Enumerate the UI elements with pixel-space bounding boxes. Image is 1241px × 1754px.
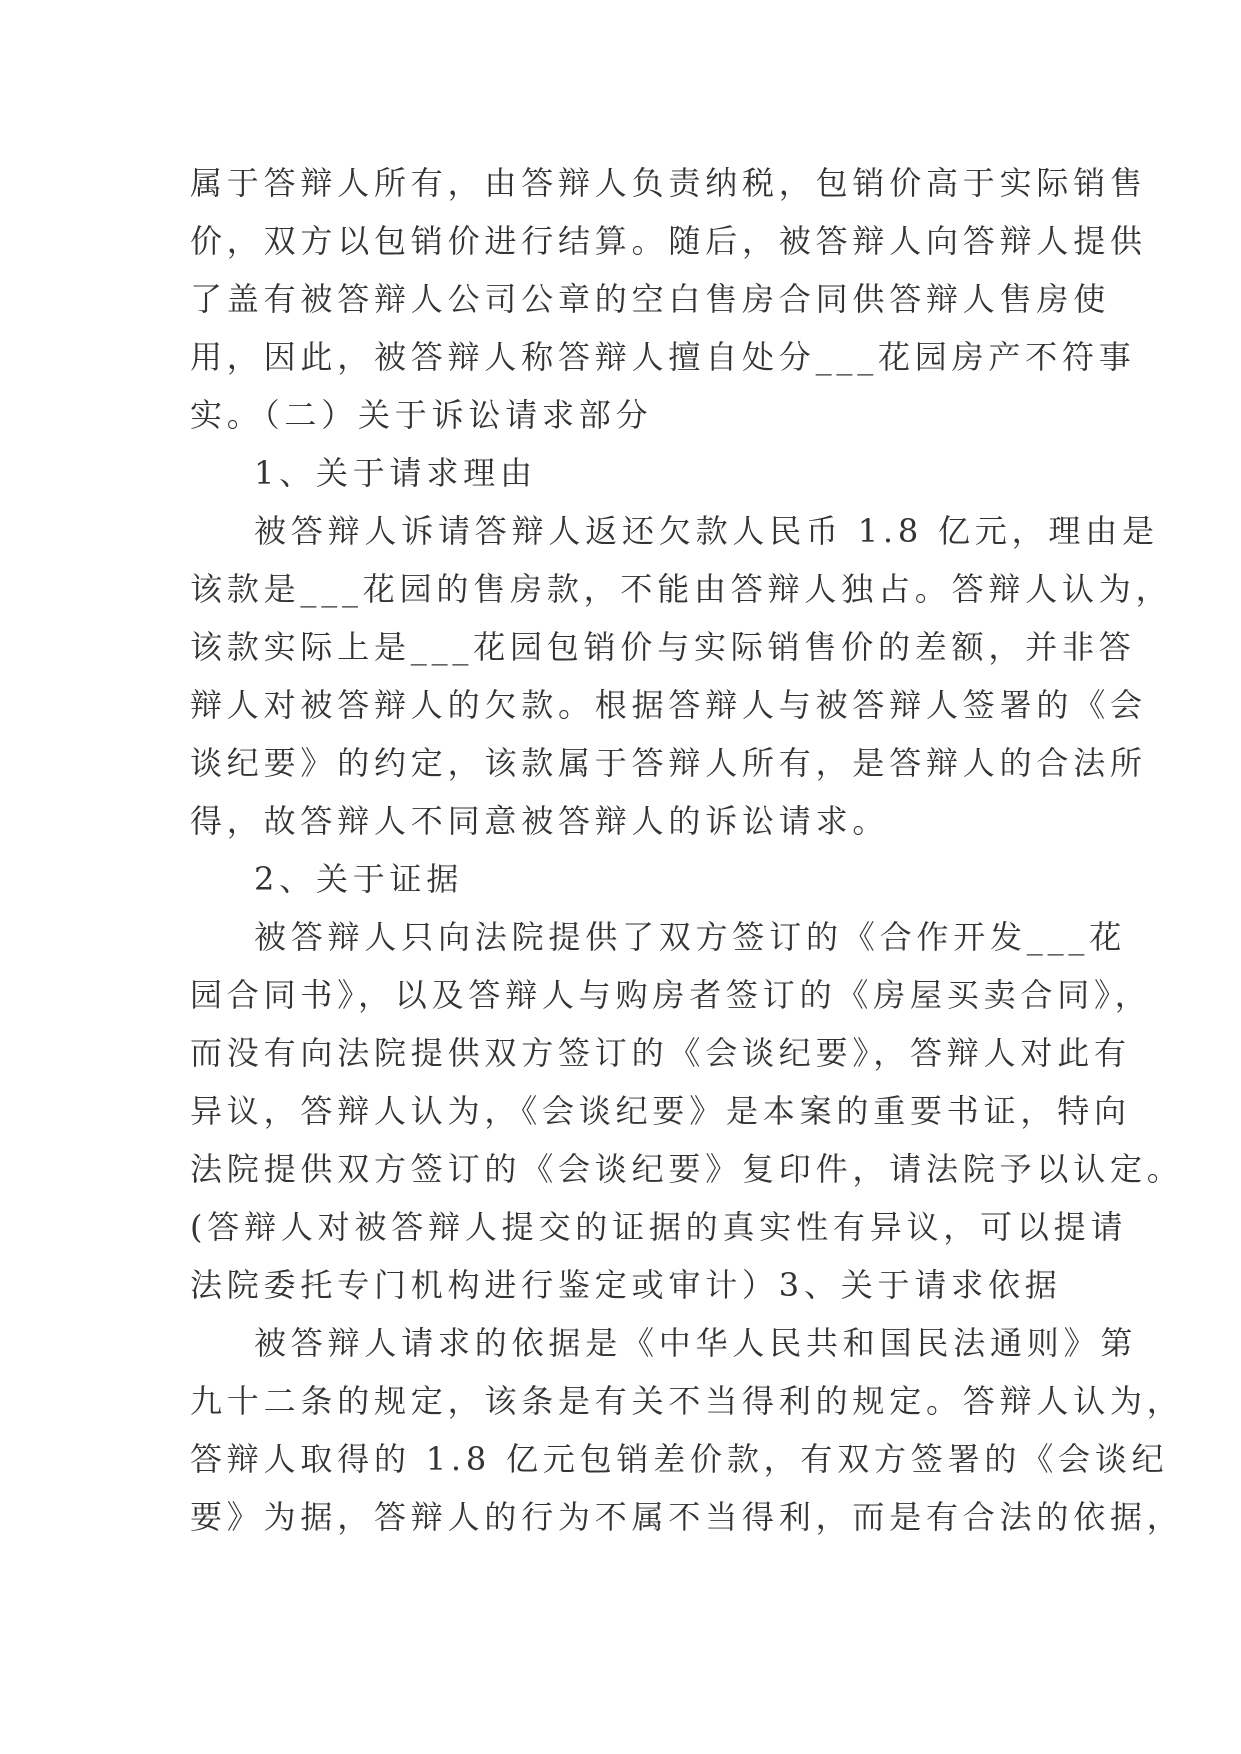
text-line: 实。（二）关于诉讼请求部分: [190, 396, 653, 434]
text-line: 被答辩人诉请答辩人返还欠款人民币 1.8 亿元，理由是: [254, 512, 1159, 550]
text-line: 谈纪要》的约定，该款属于答辩人所有，是答辩人的合法所: [190, 744, 1147, 782]
text-line: 被答辩人请求的依据是《中华人民共和国民法通则》第: [254, 1324, 1138, 1362]
text-line: 被答辩人只向法院提供了双方签订的《合作开发___花: [254, 918, 1127, 956]
text-line: 该款是___花园的售房款，不能由答辩人独占。答辩人认为，: [190, 570, 1173, 608]
text-line: 该款实际上是___花园包销价与实际销售价的差额，并非答: [190, 628, 1136, 666]
text-line: 用，因此，被答辩人称答辩人擅自处分___花园房产不符事: [190, 338, 1136, 376]
section-heading: 1、关于请求理由: [254, 454, 537, 492]
text-line: 九十二条的规定，该条是有关不当得利的规定。答辩人认为，: [190, 1382, 1184, 1420]
text-line: 法院提供双方签订的《会谈纪要》复印件，请法院予以认定。: [190, 1150, 1184, 1188]
text-line: 了盖有被答辩人公司公章的空白售房合同供答辩人售房使: [190, 280, 1111, 318]
text-line: 而没有向法院提供双方签订的《会谈纪要》，答辩人对此有: [190, 1034, 1131, 1072]
text-line: 得，故答辩人不同意被答辩人的诉讼请求。: [190, 802, 890, 840]
section-heading: 2、关于证据: [254, 860, 464, 898]
text-line: 要》为据，答辩人的行为不属不当得利，而是有合法的依据，: [190, 1498, 1184, 1536]
text-line: 属于答辩人所有，由答辩人负责纳税，包销价高于实际销售: [190, 164, 1147, 202]
text-line: 园合同书》，以及答辩人与购房者签订的《房屋买卖合同》，: [190, 976, 1152, 1014]
text-line: 辩人对被答辩人的欠款。根据答辩人与被答辩人签署的《会: [190, 686, 1147, 724]
text-line: (答辩人对被答辩人提交的证据的真实性有异议，可以提请: [190, 1208, 1128, 1246]
text-line: 价，双方以包销价进行结算。随后，被答辩人向答辩人提供: [190, 222, 1147, 260]
text-line: 法院委托专门机构进行鉴定或审计）3、关于请求依据: [190, 1266, 1062, 1304]
text-line: 异议，答辩人认为，《会谈纪要》是本案的重要书证，特向: [190, 1092, 1131, 1130]
text-line: 答辩人取得的 1.8 亿元包销差价款，有双方签署的《会谈纪: [190, 1440, 1169, 1478]
